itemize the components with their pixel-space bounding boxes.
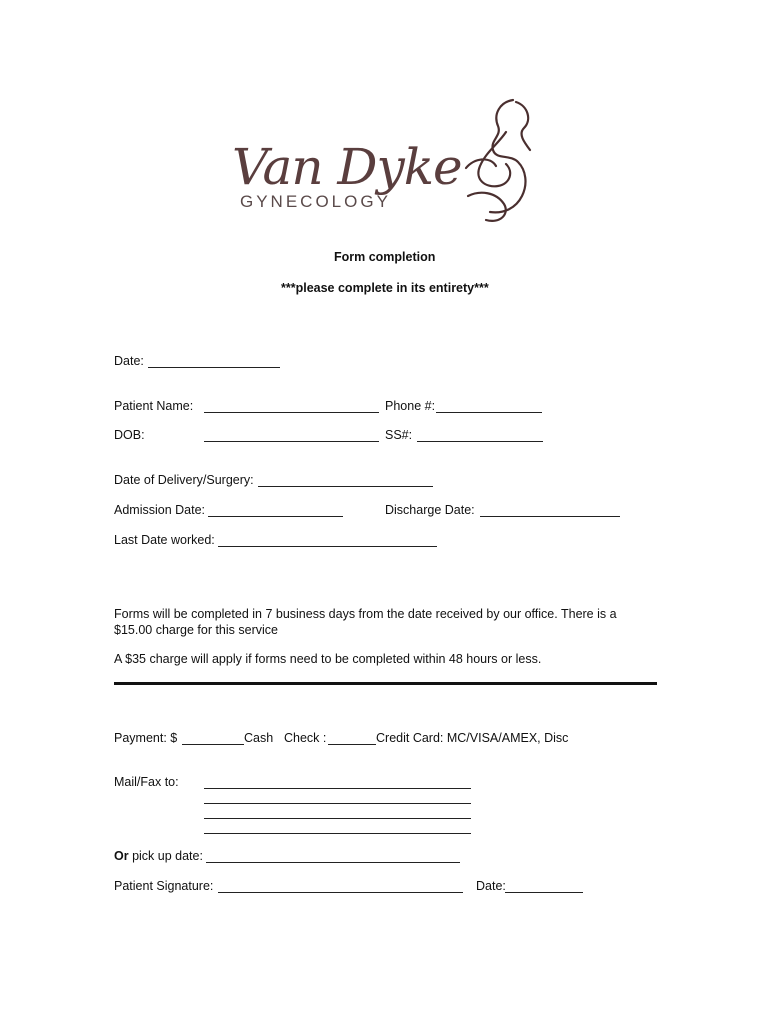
- admission-date-label: Admission Date:: [114, 503, 206, 517]
- pickup-date-label: [114, 849, 203, 863]
- admission-date-field[interactable]: [208, 516, 343, 517]
- pickup-or-label: Or: [114, 849, 129, 863]
- form-subtitle: ***please complete in its entirety***: [281, 281, 489, 295]
- rush-charge-notice: A $35 charge will apply if forms need to be completed within 48 hours or less.: [114, 652, 542, 666]
- patient-name-field[interactable]: [204, 412, 379, 413]
- signature-date-field[interactable]: [505, 892, 583, 893]
- discharge-date-field[interactable]: [480, 516, 620, 517]
- signature-date-label: Date:: [476, 879, 506, 893]
- mail-fax-label: Mail/Fax to:: [114, 775, 179, 789]
- payment-cash-label: Cash: [244, 731, 274, 745]
- delivery-date-field[interactable]: [258, 486, 433, 487]
- dob-field[interactable]: [204, 441, 379, 442]
- phone-label: Phone #:: [385, 399, 436, 413]
- last-date-worked-field[interactable]: [218, 546, 437, 547]
- payment-check-field[interactable]: [328, 744, 376, 745]
- logo-brand-sub: GYNECOLOGY: [240, 192, 391, 211]
- payment-check-label: Check :: [284, 731, 327, 745]
- patient-name-label: Patient Name:: [114, 399, 194, 413]
- van-dyke-gynecology-logo: [228, 92, 548, 230]
- last-date-worked-label: Last Date worked:: [114, 533, 215, 547]
- ss-label: SS#:: [385, 428, 413, 442]
- dob-label: DOB:: [114, 428, 145, 442]
- pickup-label-text: pick up date:: [128, 849, 203, 863]
- notice-line-2: $15.00 charge for this service: [114, 623, 278, 637]
- patient-signature-field[interactable]: [218, 892, 463, 893]
- form-title: Form completion: [334, 250, 436, 264]
- section-divider: [114, 682, 657, 685]
- date-label: Date:: [114, 354, 144, 368]
- logo-brand-name: Van Dyke: [232, 138, 462, 196]
- mail-address-line-2[interactable]: [204, 803, 471, 804]
- discharge-date-label: Discharge Date:: [385, 503, 475, 517]
- patient-signature-label: Patient Signature:: [114, 879, 214, 893]
- pickup-date-field[interactable]: [206, 862, 460, 863]
- mail-address-line-4[interactable]: [204, 833, 471, 834]
- date-field[interactable]: [148, 367, 280, 368]
- mail-address-line-3[interactable]: [204, 818, 471, 819]
- woman-silhouette-icon: [466, 100, 530, 221]
- mail-address-line-1[interactable]: [204, 788, 471, 789]
- payment-label: Payment: $: [114, 731, 178, 745]
- payment-card-label: Credit Card: MC/VISA/AMEX, Disc: [376, 731, 569, 745]
- notice-line-1: Forms will be completed in 7 business days from the date received by our office. There is a: [114, 607, 617, 621]
- payment-amount-field[interactable]: [182, 744, 244, 745]
- phone-field[interactable]: [436, 412, 542, 413]
- ss-field[interactable]: [417, 441, 543, 442]
- delivery-date-label: Date of Delivery/Surgery:: [114, 473, 254, 487]
